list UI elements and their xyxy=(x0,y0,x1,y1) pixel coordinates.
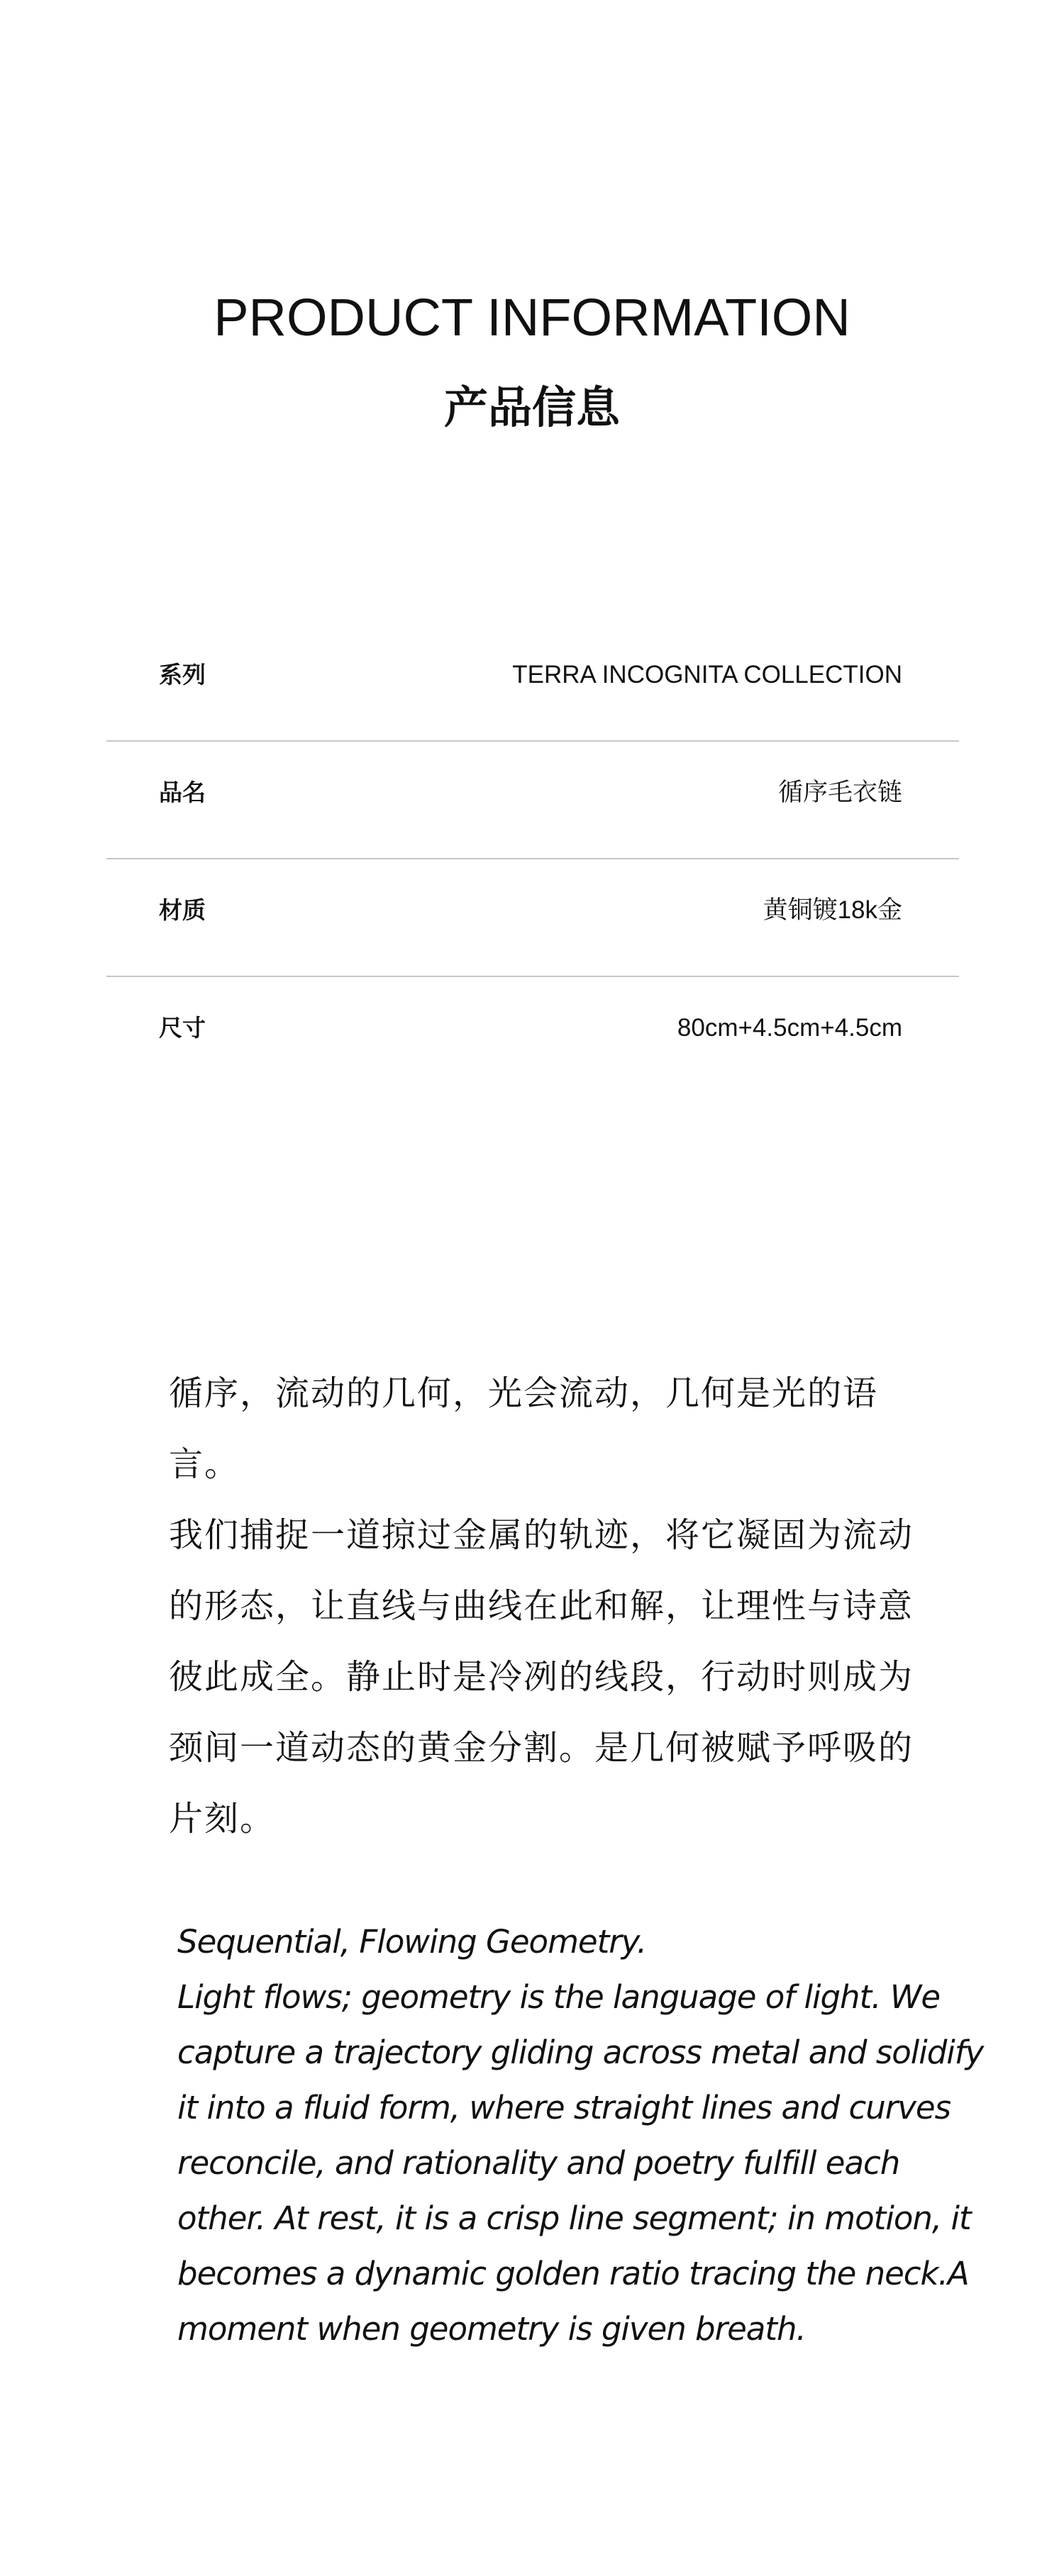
description-en-heading: Sequential, Flowing Geometry. xyxy=(177,1923,647,1961)
description-cn-line1: 循序，流动的几何，光会流动，几何是光的语言。 xyxy=(169,1373,879,1484)
info-label-size: 尺寸 xyxy=(159,1014,206,1042)
info-label-name: 品名 xyxy=(159,779,206,806)
description-cn-line2: 我们捕捉一道掠过金属的轨迹，将它凝固为流动的形态，让直线与曲线在此和解，让理性与诗意彼此成全。静止时是冷冽的线段，行动时则成为颈间一道动态的黄金分割。是几何被赋予呼吸的片刻。 xyxy=(169,1515,914,1839)
info-row-material xyxy=(106,859,959,977)
description-en-body: Light flows; geometry is the language of light. We capture a trajectory gliding across metal and solidify it into a fluid form, where straight lines and curves reconcile, and rationality and poetry fulfill each other. At rest, it is a crisp line segment; in motion, it becomes a dynamic golden ratio tracing the neck.A moment when geometry is given breath. xyxy=(177,1978,984,2348)
info-label-series: 系列 xyxy=(159,661,206,688)
info-value-series: TERRA INCOGNITA COLLECTION xyxy=(512,661,902,688)
info-value-size: 80cm+4.5cm+4.5cm xyxy=(677,1014,902,1042)
info-row-series xyxy=(106,624,959,742)
info-label-material: 材质 xyxy=(159,896,206,924)
description-cn xyxy=(169,1358,914,1854)
page-title-cn: 产品信息 xyxy=(443,381,620,433)
info-value-name: 循序毛衣链 xyxy=(777,779,902,806)
info-value-material: 黄铜镀18k金 xyxy=(763,896,902,924)
description-en xyxy=(177,1914,993,2357)
info-row-size xyxy=(106,977,959,1095)
info-row-name xyxy=(106,742,959,859)
product-info-table xyxy=(106,624,959,1095)
page-title-en: PRODUCT INFORMATION xyxy=(214,288,850,347)
